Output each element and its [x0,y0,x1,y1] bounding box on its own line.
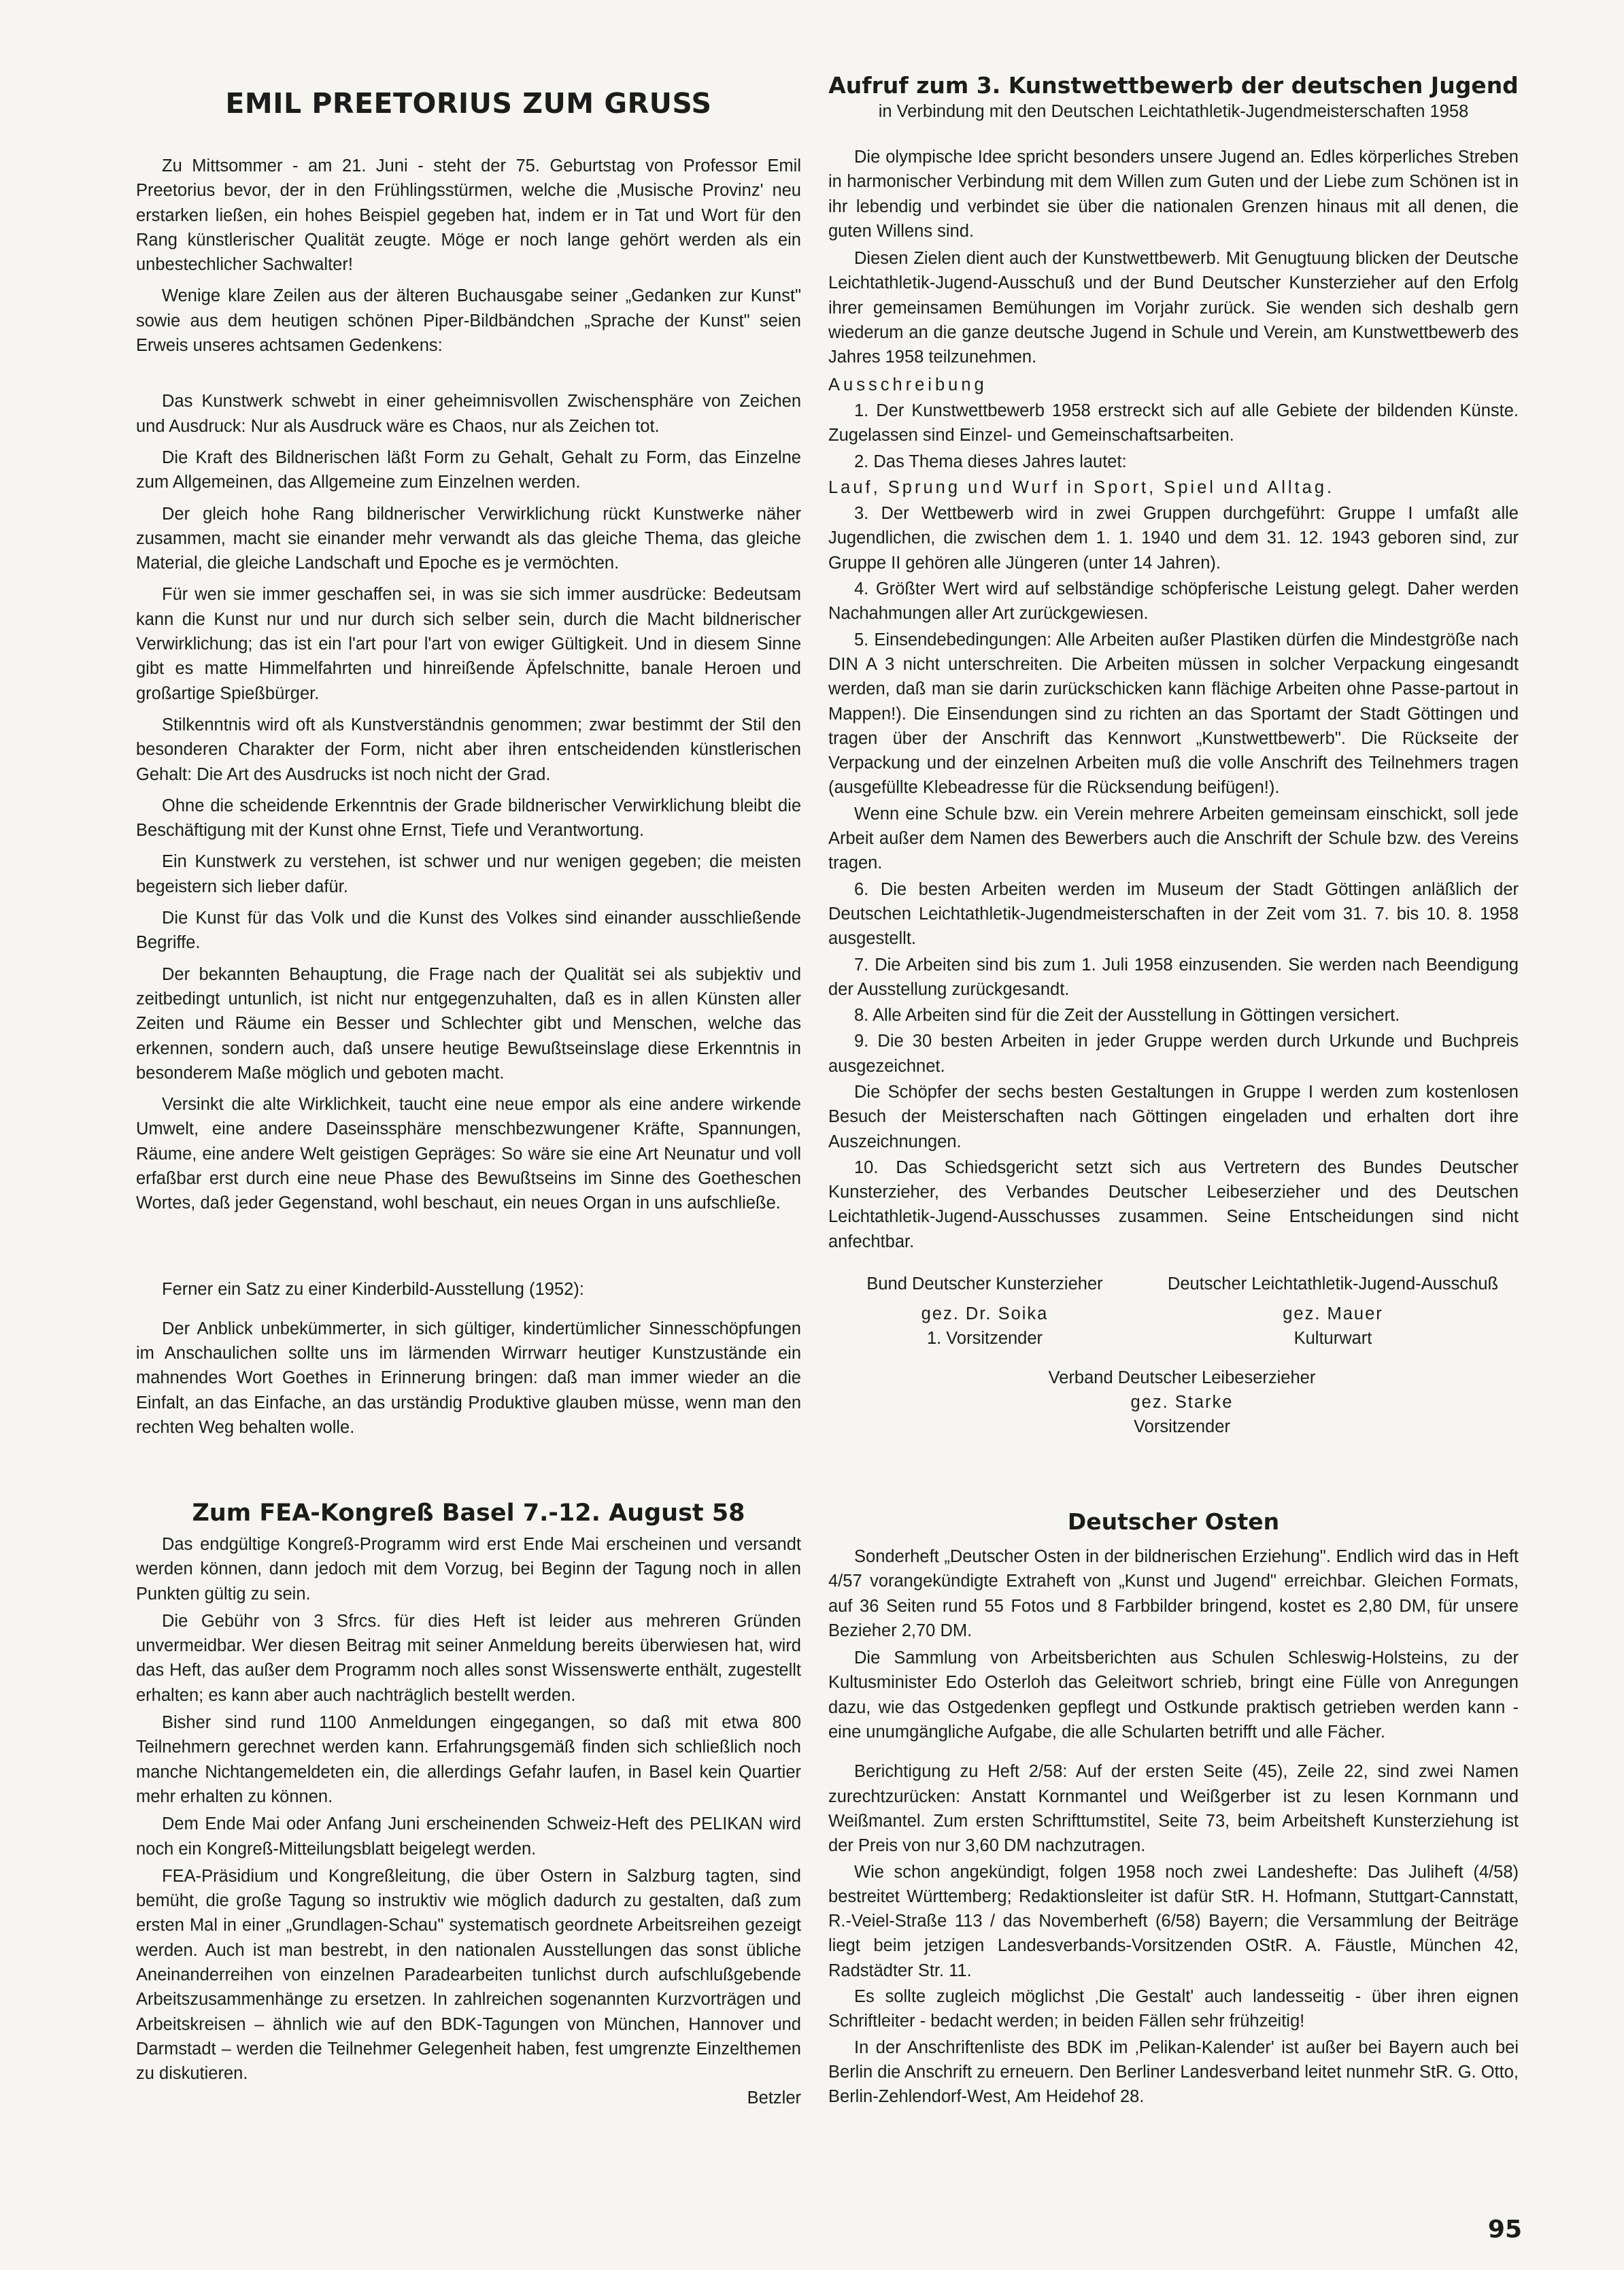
osten-article [828,1508,1519,2111]
signature-role: Vorsitzender [1134,1417,1230,1436]
fea-paragraph: FEA-Präsidium und Kongreßleitung, die über Ostern in Salzburg tagten, sind bemüht, die große Tagung so instruktiv wie möglich dadurch zu gestalten, daß zum ersten Mal in einer „Grundlagen-Schau" systematisch geordnete Arbeitsreihen gezeigt werden. Auch ist man bestrebt, in den nationalen Ausstellungen das sonst übliche Aneinanderreihen von einzelnen Paradearbeiten tunlichst durch aufschlußgebende Arbeitszusammenhänge zu ersetzen. In zahlreichen sogenannten Kurzvorträgen und Arbeitskreisen – ähnlich wie auf den BDK-Tagungen von München, Hannover und Darmstadt – werden die Teilnehmer Gelegenheit haben, fest umgrenzte Einzelthemen zu diskutieren. [136,1866,801,2084]
quote-paragraph: Die Kunst für das Volk und die Kunst des Volkes sind einander ausschließende Begriffe. [136,909,801,953]
fea-author: Betzler [747,2088,801,2107]
fea-article [136,1500,801,2110]
rule-item: 9. Die 30 besten Arbeiten in jeder Gruppe werden durch Urkunde und Buchpreis ausgezeichnet. [828,1032,1519,1076]
berichtigung-paragraph: Berichtigung zu Heft 2/58: Auf der ersten Seite (45), Zeile 22, sind zwei Namen zurechtzurücken: Anstatt Kornmantel und Weißgerber ist zu lesen Kornmann und Weißmantel. Zum ersten Schrifttumstitel, Seite 73, beim Arbeitsheft Kunsterziehung ist der Preis von nur 3,60 DM nachzutragen. [828,1762,1519,1856]
appeal-paragraph: Diesen Zielen dient auch der Kunstwettbewerb. Mit Genugtuung blicken der Deutsche Leichtathletik-Jugend-Ausschuß und der Bund Deutscher Kunsterzieher auf den Erfolg ihrer gemeinsamen Bemühungen im Vorjahr zurück. Sie wenden sich deshalb gern wiederum an die ganze deutsche Jugend in Schule und Verein, am Kunstwettbewerb des Jahres 1958 teilzunehmen. [828,249,1519,367]
intro-paragraph: Wenige klare Zeilen aus der älteren Buchausgabe seiner „Gedanken zur Kunst" sowie aus dem heutigen schönen Piper-Bildbändchen „Sprache der Kunst" seien Erweis unseres achtsamen Gedenkens: [136,286,801,356]
fea-paragraph: Dem Ende Mai oder Anfang Juni erscheinenden Schweiz-Heft des PELIKAN wird noch ein Kongreß-Mitteilungsblatt beigelegt werden. [136,1814,801,1859]
signature-dlv [1149,1272,1517,1351]
quote-paragraph: Das Kunstwerk schwebt in einer geheimnisvollen Zwischensphäre von Zeichen und Ausdruck: Nur als Ausdruck wäre es Chaos, nur als Zeichen tot. [136,392,801,436]
rule-item: Wenn eine Schule bzw. ein Verein mehrere Arbeiten gemeinsam einschickt, soll jede Arbeit außer dem Namen des Bewerbers auch die Anschrift der Schule bzw. des Vereins tragen. [828,804,1519,873]
kunstwettbewerb-title: Aufruf zum 3. Kunstwettbewerb der deutschen Jugend [828,72,1519,99]
quote-paragraph: Ein Kunstwerk zu verstehen, ist schwer und nur wenigen gegeben; die meisten begeistern sich lieber dafür. [136,852,801,896]
osten-paragraph: Die Sammlung von Arbeitsberichten aus Schulen Schleswig-Holsteins, zu der Kultusminister Edo Osterloh das Geleitwort schrieb, bringt eine Fülle von Anregungen dazu, wie das Ostgedenken gepflegt und Ostkunde praktisch getrieben werden kann - eine unumgängliche Aufgabe, die alle Schularten betrifft und alle Fächer. [828,1648,1519,1742]
rule-item: 6. Die besten Arbeiten werden im Museum der Stadt Göttingen anläßlich der Deutschen Leichtathletik-Jugendmeisterschaften in der Zeit vom 31. 7. bis 10. 8. 1958 ausgestellt. [828,879,1519,949]
fea-paragraph: Bisher sind rund 1100 Anmeldungen eingegangen, so daß mit etwa 800 Teilnehmern gerechnet werden kann. Erfahrungsgemäß finden sich schließlich noch manche Nichtangemeldeten ein, die allerdings Gefahr laufen, in Basel kein Quartier mehr erhalten zu können. [136,1713,801,1806]
signature-name: gez. Dr. Soika [921,1304,1049,1323]
fea-paragraph: Das endgültige Kongreß-Programm wird erst Ende Mai erscheinen und versandt werden können, dann jedoch mit dem Vorzug, bei Beginn der Tagung noch in allen Punkten gültig zu sein. [136,1535,801,1604]
theme-line: Lauf, Sprung und Wurf in Sport, Spiel und Alltag. [828,477,1335,497]
kinderbild-heading: Ferner ein Satz zu einer Kinderbild-Ausstellung (1952): [162,1279,584,1299]
osten-title: Deutscher Osten [1067,1508,1280,1535]
signature-org: Bund Deutscher Kunsterzieher [866,1274,1103,1293]
signature-org: Verband Deutscher Leibeserzieher [1048,1368,1316,1387]
rule-item: 1. Der Kunstwettbewerb 1958 erstreckt sich auf alle Gebiete der bildenden Künste. Zugelassen sind Einzel- und Gemeinschaftsarbeiten. [828,401,1519,445]
signature-name: gez. Starke [1130,1393,1234,1412]
quote-paragraph: Der gleich hohe Rang bildnerischer Verwirklichung rückt Kunstwerke näher zusammen, macht sie einander mehr verwandt als das gleiche Thema, das gleiche Material, die gleiche Landschaft und Epoche es je vermöchten. [136,504,801,573]
quote-paragraph: Die Kraft des Bildnerischen läßt Form zu Gehalt, Gehalt zu Form, das Einzelne zum Allgemeinen, das Allgemeine zum Einzelnen werden. [136,447,801,492]
signature-vdl [964,1366,1400,1439]
rule-item: 3. Der Wettbewerb wird in zwei Gruppen durchgeführt: Gruppe I umfaßt alle Jugendlichen, die zwischen dem 1. 1. 1940 und dem 31. 12. 1943 geboren sind, zur Gruppe II gehören alle Jüngeren (unter 14 Jahren). [828,504,1519,573]
quote-paragraph: Für wen sie immer geschaffen sei, in was sie sich immer ausdrücke: Bedeutsam kann die Kunst nur und nur durch sich selber sein, durch die Macht bildnerischer Verwirklichung; das ist ein l'art pour l'art von ewiger Gültigkeit. Und in diesem Sinne gibt es matte Himmelfahrten und hinreißende Äpfelschnitte, banale Heroen und großartige Spießbürger. [136,585,801,703]
berichtigung-paragraph: Es sollte zugleich möglichst ‚Die Gestalt' auch landesseitig - über ihren eignen Schriftleiter - bedacht werden; in beiden Fällen sehr frühzeitig! [828,1987,1519,2031]
quote-paragraph: Ohne die scheidende Erkenntnis der Grade bildnerischer Verwirklichung bleibt die Beschäftigung mit der Kunst ohne Ernst, Tiefe und Verantwortung. [136,796,801,841]
rule-item: 2. Das Thema dieses Jahres lautet: [854,452,1127,471]
signature-role: 1. Vorsitzender [926,1329,1043,1348]
rule-item: 7. Die Arbeiten sind bis zum 1. Juli 1958 einzusenden. Sie werden nach Beendigung der Ausstellung zurückgesandt. [828,955,1519,999]
rule-item: 10. Das Schiedsgericht setzt sich aus Vertretern des Bundes Deutscher Kunsterzieher, des Verbandes Deutscher Leibeserzieher und des Deutschen Leichtathletik-Jugend-Ausschusses zusammen. Seine Entscheidungen sind nicht anfechtbar. [828,1157,1519,1251]
ausschreibung-label: Ausschreibung [828,375,987,394]
page-number: 95 [1487,2216,1522,2243]
kinderbild-paragraph: Der Anblick unbekümmerter, in sich gültiger, kindertümlicher Sinnesschöpfungen im Anschaulichen sollte uns im lärmenden Wirrwarr heutiger Kunstzustände ein mahnendes Wort Goethes in Erinnerung bringen: daß man immer wieder an die Einfalt, an das Einfache, an das urständig Produktive glauben müsse, wenn man den rechten Weg behalten wolle. [136,1319,801,1438]
preetorius-title: EMIL PREETORIUS ZUM GRUSS [225,87,712,120]
fea-title: Zum FEA-Kongreß Basel 7.-12. August 58 [192,1500,745,1527]
signature-org: Deutscher Leichtathletik-Jugend-Ausschuß [1167,1274,1499,1293]
quote-paragraph: Der bekannten Behauptung, die Frage nach der Qualität sei als subjektiv und zeitbedingt untunlich, ist nicht nur entgegenzuhalten, daß es in allen Künsten aller Zeiten und Räume ein Besser und Schlechter gibt und Menschen, welche das erkennen, sondern auch, daß unsere heutige Bewußtseinslage diese Erkenntnis in besonderem Maße möglich und geboten macht. [136,964,801,1083]
quote-paragraph: Stilkenntnis wird oft als Kunstverständnis genommen; zwar bestimmt der Stil den besonderen Charakter der Form, nicht aber ihren entscheidenden künstlerischen Gehalt: Die Art des Ausdrucks ist noch nicht der Grad. [136,715,801,784]
kunstwettbewerb-article [828,72,1519,1255]
kunstwettbewerb-subtitle: in Verbindung mit den Deutschen Leichtathletik-Jugendmeisterschaften 1958 [878,102,1469,121]
osten-paragraph: Sonderheft „Deutscher Osten in der bildnerischen Erziehung". Endlich wird das in Heft 4/57 vorangekündigte Extraheft von „Kunst und Jugend" erreichbar. Gleichen Formats, auf 36 Seiten rund 55 Fotos und 8 Farbbilder bringend, kostet es 2,80 DM, für unsere Bezieher 2,70 DM. [828,1547,1519,1640]
signature-role: Kulturwart [1293,1329,1372,1348]
signature-name: gez. Mauer [1283,1304,1383,1323]
appeal-paragraph: Die olympische Idee spricht besonders unsere Jugend an. Edles körperliches Streben in harmonischer Verbindung mit dem Willen zum Guten und der Liebe zum Schönen ist in ihr lebendig und verbindet sie über die nationalen Grenzen hinaus mit all denen, die guten Willens sind. [828,148,1519,241]
preetorius-article [136,87,801,1446]
berichtigung-paragraph: Wie schon angekündigt, folgen 1958 noch zwei Landeshefte: Das Juliheft (4/58) bestreitet Württemberg; Redaktionsleiter ist dafür StR. H. Hofmann, Stuttgart-Cannstatt, R.-Veiel-Straße 113 / das Novemberheft (6/58) Bayern; die Versammlung der Beiträge liegt beim jetzigen Landesverbands-Vorsitzenden OStR. A. Fäustle, München 42, Radstädter Str. 11. [828,1862,1519,1980]
quote-paragraph: Versinkt die alte Wirklichkeit, taucht eine neue empor als eine andere wirkende Umwelt, eine andere Daseinssphäre menschbezwungener Kräfte, Spannungen, Räume, eine andere Welt geistigen Gepräges: So wäre sie eine Art Neunatur und voll erfaßbar erst durch eine neue Phase des Bewußtseins im Sinne des Goetheschen Wortes, daß jeder Gegenstand, wohl beschaut, ein neues Organ in uns aufschließe. [136,1095,801,1213]
rule-item: 5. Einsendebedingungen: Alle Arbeiten außer Plastiken dürfen die Mindestgröße nach DIN A 3 nicht unterschreiten. Die Arbeiten müssen in solcher Verpackung eingesandt werden, daß man sie darin zurückschicken kann flächige Arbeiten ohne Passe-partout in Mappen!). Die Einsendungen sind zu richten an das Sportamt der Stadt Göttingen und tragen über der Anschrift das Kennwort „Kunstwettbewerb". Die Rückseite der Verpackung und der einzelnen Arbeiten muß die volle Anschrift des Teilnehmers tragen (ausgefüllte Klebeadresse für die Rücksendung beifügen!). [828,630,1519,798]
fea-paragraph: Die Gebühr von 3 Sfrcs. für dies Heft ist leider aus mehreren Gründen unvermeidbar. Wer diesen Beitrag mit seiner Anmeldung bereits überwiesen hat, wird das Heft, das außer dem Programm noch alles sonst Wissenswerte enthält, zugestellt erhalten; es kann aber auch nachträglich bestellt werden. [136,1611,801,1705]
rule-item: 4. Größter Wert wird auf selbständige schöpferische Leistung gelegt. Daher werden Nachahmungen aller Art zurückgewiesen. [828,579,1519,624]
rule-item: 8. Alle Arbeiten sind für die Zeit der Ausstellung in Göttingen versichert. [854,1006,1400,1026]
berichtigung-paragraph: In der Anschriftenliste des BDK im ‚Pelikan-Kalender' ist außer bei Bayern auch bei Berlin die Anschrift zu erneuern. Den Berliner Landesverband leitet nunmehr StR. G. Otto, Berlin-Zehlendorf-West, Am Heidehof 28. [828,2037,1519,2107]
intro-paragraph: Zu Mittsommer - am 21. Juni - steht der 75. Geburtstag von Professor Emil Preetorius bevor, der in den Frühlingsstürmen, welche die ‚Musische Provinz' neu erstarken ließen, ein hohes Beispiel gegeben hat, indem er in Tat und Wort für den Rang künstlerischer Qualität zeugte. Möge er noch lange gehört werden als ein unbestechlicher Sachwalter! [136,156,801,275]
rule-item: Die Schöpfer der sechs besten Gestaltungen in Gruppe I werden zum kostenlosen Besuch der Meisterschaften nach Göttingen eingeladen und erhalten dort ihre Auszeichnungen. [828,1082,1519,1151]
signature-bdk [828,1272,1141,1351]
